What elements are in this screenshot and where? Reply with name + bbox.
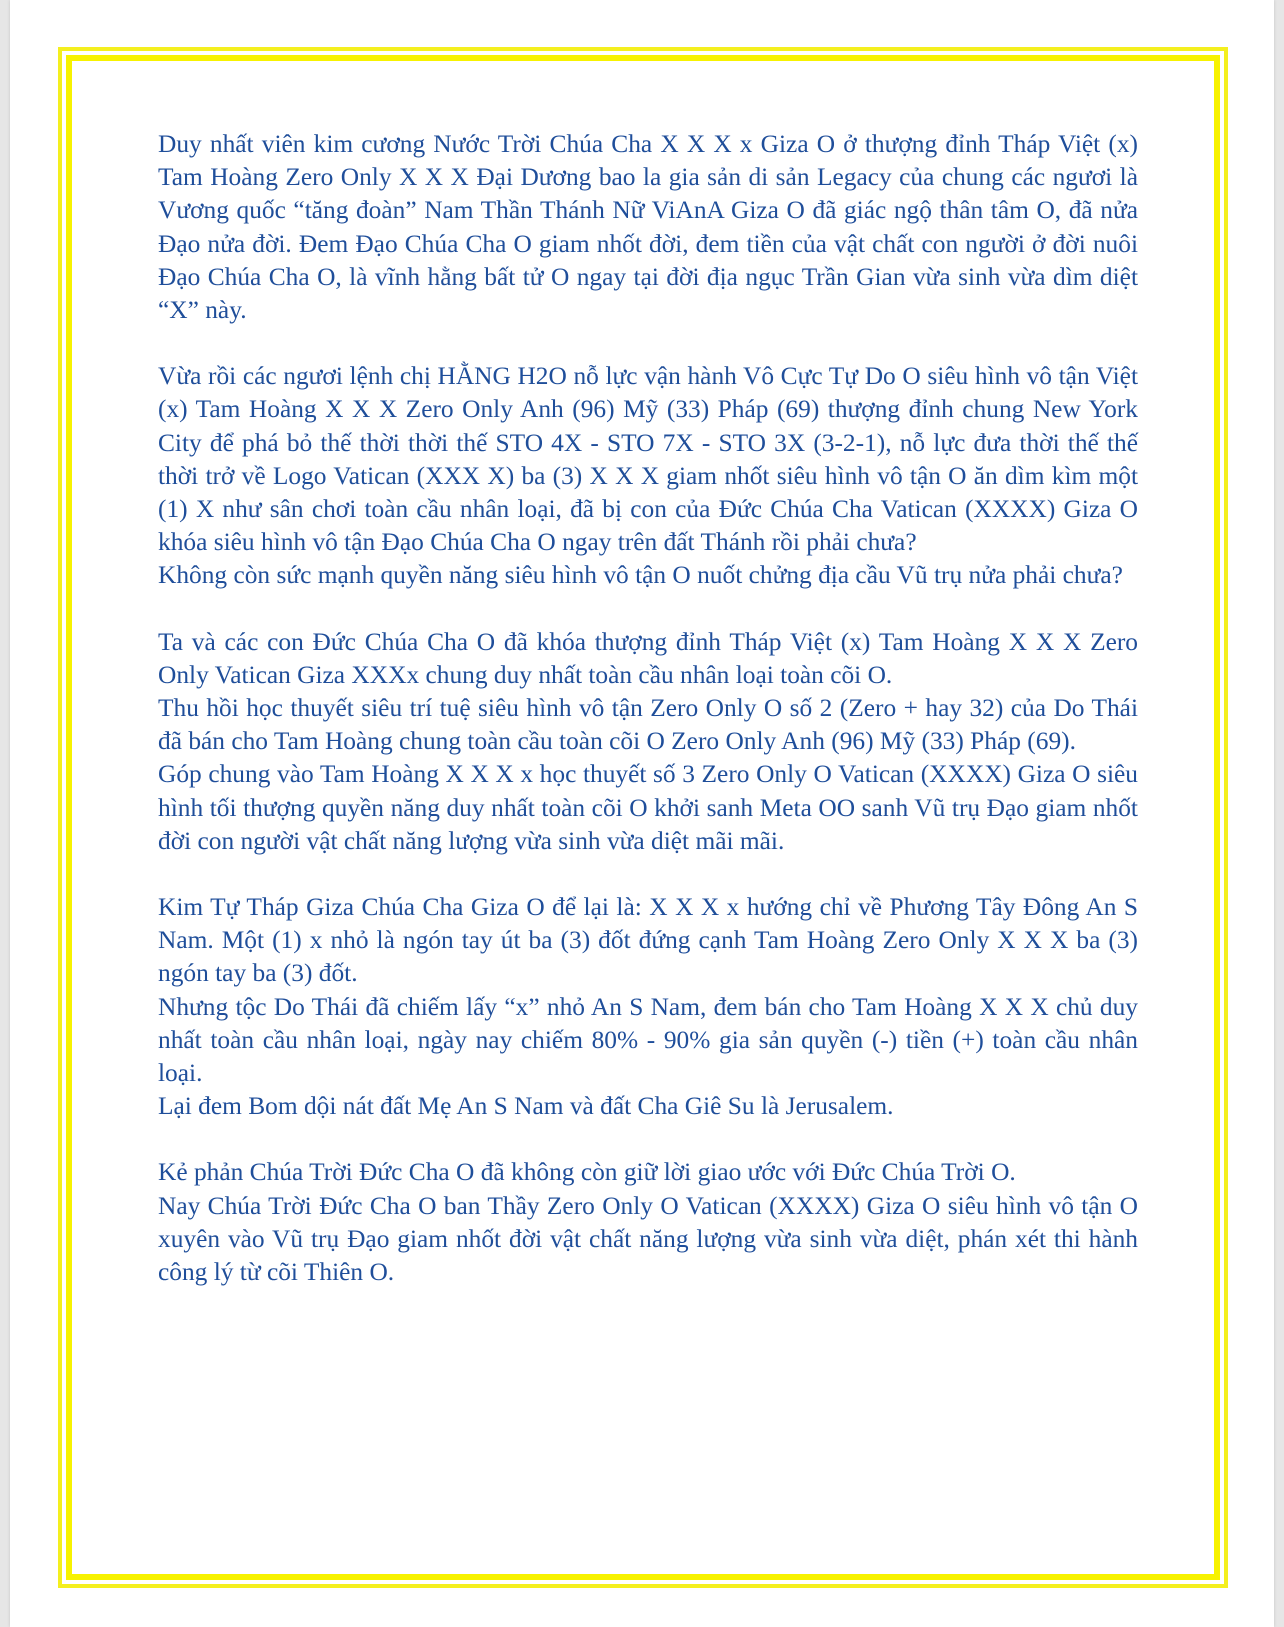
document-page	[10, 0, 1274, 1627]
paragraph-line: Lại đem Bom dội nát đất Mẹ An S Nam và đất Cha Giê Su là Jerusalem.	[158, 1092, 894, 1121]
paragraph-4	[158, 891, 1138, 1123]
paragraph-line: Kim Tự Tháp Giza Chúa Cha Giza O để lại là: X X X x hướng chỉ về Phương Tây Đông An S Nam. Một (1) x nhỏ là ngón tay út ba (3) đốt đứng cạnh Tam Hoàng Zero Only X X X ba (3) ngón tay ba (3) đốt.	[158, 893, 1138, 988]
paragraph-3	[158, 626, 1138, 858]
paragraph-line: Nay Chúa Trời Đức Cha O ban Thầy Zero Only O Vatican (XXXX) Giza O siêu hình vô tận O xuyên vào Vũ trụ Đạo giam nhốt đời vật chất năng lượng vừa sinh vừa diệt, phán xét thi hành công lý từ cõi Thiên O.	[158, 1191, 1138, 1287]
paragraph-line: Vừa rồi các ngươi lệnh chị HẰNG H2O nỗ lực vận hành Vô Cực Tự Do O siêu hình vô tận Việt (x) Tam Hoàng X X X Zero Only Anh (96) Mỹ (33) Pháp (69) thượng đỉnh chung New York City để phá bỏ thế thời thời thế STO 4X - STO 7X - STO 3X (3-2-1), nỗ lực đưa thời thế thế thời trở về Logo Vatican (XXX X) ba (3) X X X giam nhốt siêu hình vô tận O ăn dìm kìm một (1) X như sân chơi toàn cầu nhân loại, đã bị con của Đức Chúa Cha Vatican (XXXX) Giza O khóa siêu hình vô tận Đạo Chúa Cha O ngay trên đất Thánh rồi phải chưa?	[158, 362, 1138, 557]
paragraph-1	[158, 128, 1138, 327]
paragraph-line: Thu hồi học thuyết siêu trí tuệ siêu hình vô tận Zero Only O số 2 (Zero + hay 32) của Do Thái đã bán cho Tam Hoàng chung toàn cầu toàn cõi O Zero Only Anh (96) Mỹ (33) Pháp (69).	[158, 694, 1138, 756]
paragraph-line: Duy nhất viên kim cương Nước Trời Chúa Cha X X X x Giza O ở thượng đỉnh Tháp Việt (x) Tam Hoàng Zero Only X X X Đại Dương bao la gia sản di sản Legacy của chung các ngươi là Vương quốc “tăng đoàn” Nam Thần Thánh Nữ ViAnA Giza O đã giác ngộ thân tâm O, đã nửa Đạo nửa đời. Đem Đạo Chúa Cha O giam nhốt đời, đem tiền của vật chất con người ở đời nuôi Đạo Chúa Cha O, là vĩnh hằng bất tử O ngay tại đời địa ngục Trần Gian vừa sinh vừa dìm diệt “X” này.	[158, 130, 1138, 325]
paragraph-line: Nhưng tộc Do Thái đã chiếm lấy “x” nhỏ An S Nam, đem bán cho Tam Hoàng X X X chủ duy nhất toàn cầu nhân loại, ngày nay chiếm 80% - 90% gia sản quyền (-) tiền (+) toàn cầu nhân loại.	[158, 992, 1138, 1088]
paragraph-line: Không còn sức mạnh quyền năng siêu hình vô tận O nuốt chửng địa cầu Vũ trụ nửa phải chưa?	[158, 561, 1123, 590]
paragraph-line: Kẻ phản Chúa Trời Đức Cha O đã không còn giữ lời giao ước với Đức Chúa Trời O.	[158, 1158, 1016, 1187]
paragraph-5	[158, 1156, 1138, 1289]
document-body	[158, 128, 1138, 1322]
paragraph-line: Góp chung vào Tam Hoàng X X X x học thuyết số 3 Zero Only O Vatican (XXXX) Giza O siêu hình tối thượng quyền năng duy nhất toàn cõi O khởi sanh Meta OO sanh Vũ trụ Đạo giam nhốt đời con người vật chất năng lượng vừa sinh vừa diệt mãi mãi.	[158, 760, 1138, 855]
paragraph-2	[158, 360, 1138, 592]
paragraph-line: Ta và các con Đức Chúa Cha O đã khóa thượng đỉnh Tháp Việt (x) Tam Hoàng X X X Zero Only Vatican Giza XXXx chung duy nhất toàn cầu nhân loại toàn cõi O.	[158, 627, 1138, 689]
